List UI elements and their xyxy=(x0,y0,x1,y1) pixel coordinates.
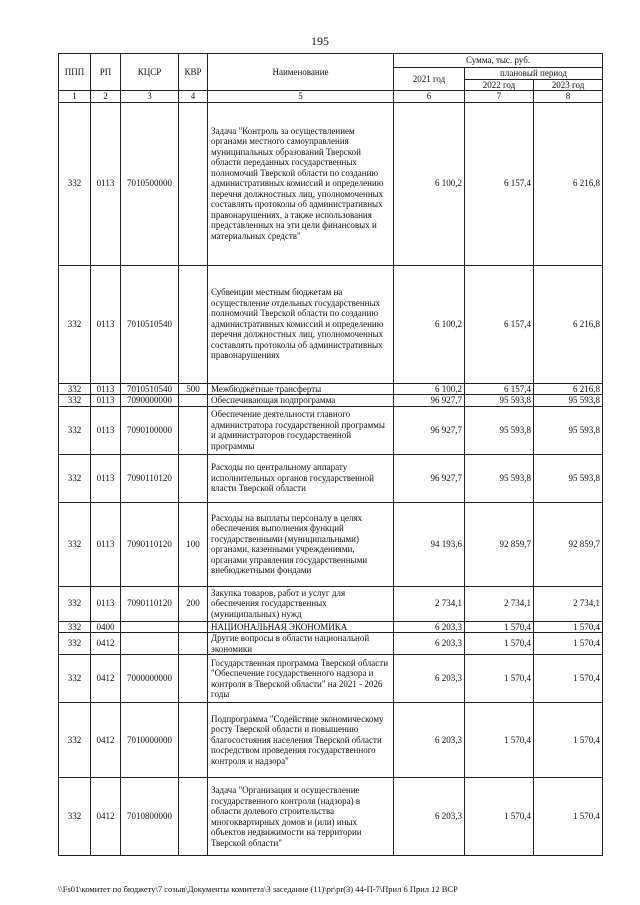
cell-2023: 95 593,8 xyxy=(534,454,603,502)
cell-2023: 2 734,1 xyxy=(534,586,603,621)
cell-2022: 1 570,4 xyxy=(465,633,534,655)
cell-kvr xyxy=(179,406,208,454)
cell-2021: 6 203,3 xyxy=(394,621,465,633)
cell-2022: 1 570,4 xyxy=(465,703,534,778)
cell-2023: 95 593,8 xyxy=(534,395,603,407)
table-row xyxy=(59,621,603,633)
cell-ppp: 332 xyxy=(59,383,91,395)
table-row xyxy=(59,703,603,778)
header-ppp: ППП xyxy=(59,54,91,91)
cell-kcsr: 7010500000 xyxy=(121,102,179,265)
cell-2022: 92 859,7 xyxy=(465,502,534,586)
header-kvr: КВР xyxy=(179,54,208,91)
table-row xyxy=(59,454,603,502)
cell-kvr xyxy=(179,395,208,407)
cell-2022: 1 570,4 xyxy=(465,655,534,703)
cell-kvr: 100 xyxy=(179,502,208,586)
cell-rp: 0412 xyxy=(91,778,121,856)
cell-2021: 94 193,6 xyxy=(394,502,465,586)
cell-2022: 6 157,4 xyxy=(465,265,534,383)
cell-2022: 1 570,4 xyxy=(465,778,534,856)
cell-kcsr: 7090110120 xyxy=(121,586,179,621)
cell-kvr xyxy=(179,621,208,633)
cell-rp: 0412 xyxy=(91,703,121,778)
header-kcsr: КЦСР xyxy=(121,54,179,91)
cell-name: НАЦИОНАЛЬНАЯ ЭКОНОМИКА xyxy=(208,621,394,633)
cell-name: Государственная программа Тверской области "Обеспечение государственного надзора и контроля в Тверской области" на 2021 - 2026 годы xyxy=(208,655,394,703)
column-number: 7 xyxy=(465,91,534,103)
cell-ppp: 332 xyxy=(59,621,91,633)
cell-name: Обеспечение деятельности главного администратора государственной программы и администраторов государственной программы xyxy=(208,406,394,454)
cell-2022: 6 157,4 xyxy=(465,383,534,395)
cell-rp: 0113 xyxy=(91,454,121,502)
cell-2021: 96 927,7 xyxy=(394,395,465,407)
cell-name: Обеспечивающая подпрограмма xyxy=(208,395,394,407)
cell-rp: 0412 xyxy=(91,655,121,703)
header-name: Наименование xyxy=(208,54,394,91)
column-number: 2 xyxy=(91,91,121,103)
cell-name: Другие вопросы в области национальной экономики xyxy=(208,633,394,655)
cell-ppp: 332 xyxy=(59,395,91,407)
cell-2021: 96 927,7 xyxy=(394,406,465,454)
page-number: 195 xyxy=(311,34,329,48)
cell-kvr xyxy=(179,703,208,778)
cell-2021: 6 203,3 xyxy=(394,778,465,856)
header-planned-period: плановый период xyxy=(465,68,603,80)
cell-rp: 0113 xyxy=(91,502,121,586)
cell-2022: 1 570,4 xyxy=(465,621,534,633)
cell-2021: 6 100,2 xyxy=(394,102,465,265)
cell-kcsr: 7010510540 xyxy=(121,265,179,383)
cell-kcsr: 7090000000 xyxy=(121,395,179,407)
cell-ppp: 332 xyxy=(59,406,91,454)
cell-name: Расходы по центральному аппарату исполнительных органов государственной власти Тверской области xyxy=(208,454,394,502)
table-row xyxy=(59,655,603,703)
budget-table xyxy=(58,53,603,856)
cell-2021: 2 734,1 xyxy=(394,586,465,621)
cell-name: Межбюджетные трансферты xyxy=(208,383,394,395)
table-row xyxy=(59,383,603,395)
cell-rp: 0412 xyxy=(91,633,121,655)
cell-2022: 2 734,1 xyxy=(465,586,534,621)
header-2021: 2021 год xyxy=(394,68,465,91)
header-sum: Сумма, тыс. руб. xyxy=(394,54,603,68)
cell-kcsr xyxy=(121,621,179,633)
cell-kcsr: 7010000000 xyxy=(121,703,179,778)
column-number: 1 xyxy=(59,91,91,103)
cell-ppp: 332 xyxy=(59,778,91,856)
cell-kcsr: 7090110120 xyxy=(121,454,179,502)
column-number: 6 xyxy=(394,91,465,103)
cell-ppp: 332 xyxy=(59,265,91,383)
header-2022: 2022 год xyxy=(465,79,534,91)
cell-2022: 6 157,4 xyxy=(465,102,534,265)
cell-ppp: 332 xyxy=(59,633,91,655)
cell-name: Задача "Контроль за осуществлением органами местного самоуправления муниципальных образований Тверской области переданных государственных полномочий Тверской области по созданию административных комиссий и определению перечня должностных лиц, уполномоченных составлять протоколы об административных правонарушениях, а также использования представленных на эти цели финансовых и материальных средств" xyxy=(208,102,394,265)
cell-kcsr: 7010800000 xyxy=(121,778,179,856)
cell-2023: 1 570,4 xyxy=(534,633,603,655)
cell-kvr: 200 xyxy=(179,586,208,621)
table-row xyxy=(59,406,603,454)
cell-rp: 0113 xyxy=(91,395,121,407)
cell-rp: 0113 xyxy=(91,102,121,265)
cell-2021: 6 100,2 xyxy=(394,383,465,395)
cell-2023: 6 216,8 xyxy=(534,383,603,395)
column-number: 5 xyxy=(208,91,394,103)
cell-kcsr: 7090110120 xyxy=(121,502,179,586)
cell-2022: 95 593,8 xyxy=(465,406,534,454)
cell-ppp: 332 xyxy=(59,586,91,621)
cell-name: Подпрограмма "Содействие экономическому росту Тверской области и повышению благосостояния населения Тверской области посредством проведения государственного контроля и надзора" xyxy=(208,703,394,778)
cell-kcsr: 7010510540 xyxy=(121,383,179,395)
table-row xyxy=(59,778,603,856)
cell-rp: 0400 xyxy=(91,621,121,633)
table-row xyxy=(59,586,603,621)
cell-2023: 1 570,4 xyxy=(534,703,603,778)
cell-name: Задача "Организация и осуществление государственного контроля (надзора) в области долевого строительства многоквартирных домов и (или) иных объектов недвижимости на территории Тверской области" xyxy=(208,778,394,856)
table-row xyxy=(59,633,603,655)
cell-ppp: 332 xyxy=(59,502,91,586)
cell-kvr xyxy=(179,633,208,655)
cell-2023: 6 216,8 xyxy=(534,102,603,265)
footer-file-path: \\Fs01\комитет по бюджету\7 созыв\Документы комитета\3 заседание (11)\pr\pr(3) 44-П-7\Прил 6 Прил 12 ВСР xyxy=(58,884,458,894)
column-number: 8 xyxy=(534,91,603,103)
cell-kvr xyxy=(179,778,208,856)
table-row xyxy=(59,395,603,407)
cell-ppp: 332 xyxy=(59,703,91,778)
cell-ppp: 332 xyxy=(59,102,91,265)
cell-2021: 6 203,3 xyxy=(394,703,465,778)
cell-2023: 95 593,8 xyxy=(534,406,603,454)
cell-rp: 0113 xyxy=(91,383,121,395)
cell-kcsr xyxy=(121,633,179,655)
cell-2023: 1 570,4 xyxy=(534,655,603,703)
cell-rp: 0113 xyxy=(91,406,121,454)
table-row xyxy=(59,265,603,383)
cell-rp: 0113 xyxy=(91,586,121,621)
cell-2023: 92 859,7 xyxy=(534,502,603,586)
cell-2021: 6 203,3 xyxy=(394,633,465,655)
cell-2021: 6 203,3 xyxy=(394,655,465,703)
cell-rp: 0113 xyxy=(91,265,121,383)
cell-kvr xyxy=(179,102,208,265)
cell-2023: 1 570,4 xyxy=(534,778,603,856)
table-row xyxy=(59,502,603,586)
cell-name: Закупка товаров, работ и услуг для обеспечения государственных (муниципальных) нужд xyxy=(208,586,394,621)
cell-2023: 6 216,8 xyxy=(534,265,603,383)
cell-kvr xyxy=(179,655,208,703)
column-number: 4 xyxy=(179,91,208,103)
cell-kcsr: 7090100000 xyxy=(121,406,179,454)
cell-2021: 96 927,7 xyxy=(394,454,465,502)
column-number: 3 xyxy=(121,91,179,103)
cell-kvr xyxy=(179,454,208,502)
cell-kcsr: 7000000000 xyxy=(121,655,179,703)
header-2023: 2023 год xyxy=(534,79,603,91)
cell-name: Субвенции местным бюджетам на осуществление отдельных государственных полномочий Тверской области по созданию административных комиссий и определению перечня должностных лиц, уполномоченных составлять протоколы об административных правонарушениях xyxy=(208,265,394,383)
cell-kvr: 500 xyxy=(179,383,208,395)
cell-name: Расходы на выплаты персоналу в целях обеспечения выполнения функций государственными (муниципальными) органами, казенными учреждениями, органами управления государственными внебюджетными фондами xyxy=(208,502,394,586)
header-rp: РП xyxy=(91,54,121,91)
cell-2022: 95 593,8 xyxy=(465,395,534,407)
cell-2021: 6 100,2 xyxy=(394,265,465,383)
table-row xyxy=(59,102,603,265)
cell-ppp: 332 xyxy=(59,454,91,502)
cell-2023: 1 570,4 xyxy=(534,621,603,633)
cell-kvr xyxy=(179,265,208,383)
cell-ppp: 332 xyxy=(59,655,91,703)
cell-2022: 95 593,8 xyxy=(465,454,534,502)
